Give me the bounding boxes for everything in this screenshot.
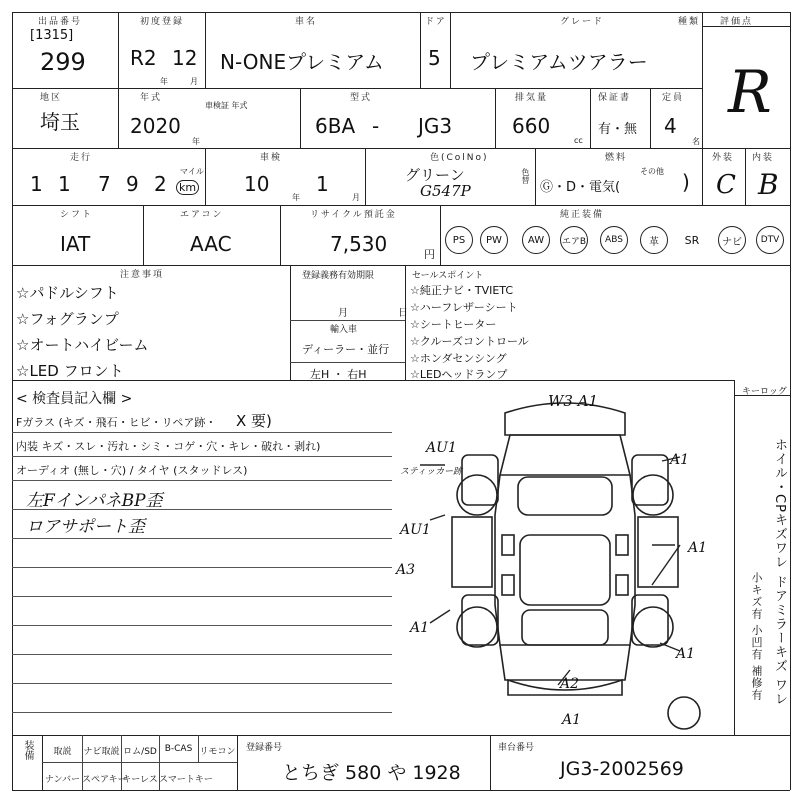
option-cell: ロム/SD bbox=[123, 747, 157, 757]
option-cell: B-CAS bbox=[164, 744, 193, 754]
keylog-mirror: ドアミラーキズ ワレ bbox=[772, 575, 787, 707]
option-cell: ナンバー bbox=[45, 775, 80, 785]
equip-aw: AW bbox=[522, 226, 550, 254]
score-caption-line bbox=[702, 26, 790, 27]
area: 埼玉 bbox=[40, 110, 80, 134]
note-item: ☆オートハイビーム bbox=[16, 336, 149, 354]
lot-caption: 出品番号 bbox=[38, 17, 83, 27]
row3-bottom-line bbox=[12, 205, 790, 206]
col-line bbox=[143, 205, 144, 265]
color-name: グリーン bbox=[405, 166, 465, 184]
glass-line: Fガラス (キズ・飛石・ヒビ・リペア跡・ bbox=[16, 416, 217, 429]
col-line bbox=[205, 12, 206, 88]
tax-caption: 車検 bbox=[260, 153, 283, 163]
col-line bbox=[650, 88, 651, 148]
doors: 5 bbox=[428, 46, 441, 70]
col-line bbox=[702, 148, 703, 205]
ac: AAC bbox=[190, 232, 232, 256]
year-mark: 年 bbox=[160, 77, 168, 86]
plate-caption: 登録番号 bbox=[246, 743, 283, 753]
mileage-digit: 1 bbox=[30, 172, 43, 196]
row2-bottom-line bbox=[12, 148, 790, 149]
type-dash: - bbox=[372, 114, 380, 138]
col-line bbox=[365, 148, 366, 205]
col-line bbox=[237, 735, 238, 790]
shift-caption: シフト bbox=[60, 210, 94, 220]
option-cell: リモコン bbox=[199, 747, 236, 757]
ruled-line bbox=[12, 432, 392, 433]
fuel-other: その他 bbox=[640, 167, 664, 176]
reg-month-mark: 月 bbox=[338, 308, 348, 319]
yen: 円 bbox=[424, 248, 435, 261]
col-line bbox=[280, 205, 281, 265]
warranty: 有・無 bbox=[598, 122, 638, 137]
chassis-caption: 車台番号 bbox=[498, 743, 535, 753]
option-cell: スペアキー bbox=[82, 775, 127, 785]
score-caption: 評価点 bbox=[720, 17, 754, 27]
col-line bbox=[745, 148, 746, 205]
type-caption: 型式 bbox=[350, 93, 373, 103]
ac-caption: エアコン bbox=[180, 210, 224, 220]
fuel-close: ) bbox=[682, 170, 690, 194]
grade: プレミアムツアラー bbox=[470, 50, 648, 74]
equip-abs: ABS bbox=[600, 226, 628, 254]
ruled-line bbox=[12, 567, 392, 568]
sp-caption: セールスポイント bbox=[412, 271, 484, 281]
hand-note-2: ロアサポート歪 bbox=[26, 517, 145, 537]
col-line bbox=[490, 735, 491, 790]
frame-left bbox=[12, 12, 13, 790]
year-caption: 年式 bbox=[140, 93, 163, 103]
interior: B bbox=[758, 168, 779, 201]
year-mark-2: 年 bbox=[192, 137, 200, 146]
shift: IAT bbox=[60, 232, 91, 256]
sp-item: ☆LEDヘッドランプ bbox=[410, 368, 508, 381]
fuel-caption: 燃料 bbox=[605, 153, 628, 163]
opt-line bbox=[42, 762, 237, 763]
month-mark: 月 bbox=[190, 77, 198, 86]
damage-label: スティッカー跡 bbox=[400, 467, 463, 477]
inspector-caption: < 検査員記入欄 > bbox=[16, 391, 133, 407]
ruled-line bbox=[12, 509, 392, 510]
grade-caption: グレード bbox=[560, 17, 605, 27]
shaken-caption: 車検証 年式 bbox=[205, 101, 248, 110]
kind-caption: 種類 bbox=[678, 17, 701, 27]
note-item: ☆LED フロント bbox=[16, 362, 124, 380]
mileage-digit: 9 bbox=[126, 172, 139, 196]
sp-item: ☆ハーフレザーシート bbox=[410, 301, 518, 314]
keylog-wheel: ホイル・CPキズワレ bbox=[772, 438, 787, 569]
mileage-unit-label: マイル bbox=[180, 167, 204, 176]
import-value: ディーラー・並行 bbox=[302, 343, 390, 356]
interior-caption: 内装 bbox=[752, 153, 775, 163]
import-caption: 輸入車 bbox=[330, 325, 358, 335]
ruled-line bbox=[12, 480, 392, 481]
exterior-caption: 外装 bbox=[712, 153, 735, 163]
displacement: 660 bbox=[512, 114, 551, 138]
sp-item: ☆シートヒーター bbox=[410, 318, 497, 331]
era: R2 bbox=[130, 46, 157, 70]
chassis: JG3-2002569 bbox=[560, 758, 684, 780]
mileage-caption: 走行 bbox=[70, 153, 93, 163]
keylog-caption: キーロッグ bbox=[742, 387, 787, 397]
reg-day-mark: 日 bbox=[398, 308, 408, 319]
keylog-marks: 小キズ有 小凹有 補修有 bbox=[750, 572, 763, 701]
col-line bbox=[590, 88, 591, 148]
damage-label: A1 bbox=[670, 452, 690, 468]
ruled-line bbox=[12, 683, 392, 684]
shaken-year: 10 bbox=[244, 172, 270, 196]
doors-caption: ドア bbox=[425, 17, 447, 27]
seats-unit: 名 bbox=[692, 137, 700, 146]
reg-month: 12 bbox=[172, 46, 198, 70]
damage-label: AU1 bbox=[400, 522, 431, 538]
option-cell: ナビ取説 bbox=[83, 747, 120, 757]
reg-line bbox=[290, 362, 405, 363]
sp-item: ☆クルーズコントロール bbox=[410, 335, 529, 348]
recolor-label: 色替 bbox=[521, 168, 530, 184]
note-item: ☆フォグランプ bbox=[16, 310, 119, 328]
sp-item: ☆ホンダセンシング bbox=[410, 352, 507, 365]
col-line bbox=[205, 148, 206, 205]
area-caption: 地区 bbox=[40, 93, 63, 103]
mileage-digit: 1 bbox=[58, 172, 71, 196]
equip-navi: ナビ bbox=[718, 226, 746, 254]
option-cell: スマートキー bbox=[159, 775, 213, 785]
col-line bbox=[300, 88, 301, 148]
note-item: ☆パドルシフト bbox=[16, 284, 119, 302]
shaken-year-mark: 年 bbox=[292, 193, 300, 202]
damage-label: A3 bbox=[396, 562, 416, 578]
option-cell: キーレス bbox=[122, 775, 158, 785]
ruled-line bbox=[12, 456, 392, 457]
interior-line: 内装 キズ・スレ・汚れ・シミ・コゲ・穴・キレ・破れ・剥れ) bbox=[16, 440, 321, 453]
damage-label: A2 bbox=[560, 676, 580, 692]
col-line bbox=[440, 205, 441, 265]
col-line bbox=[405, 265, 406, 380]
ruled-line bbox=[12, 538, 392, 539]
damage-label: AU1 bbox=[426, 440, 457, 456]
col-line bbox=[535, 148, 536, 205]
first-reg-caption: 初度登録 bbox=[140, 17, 185, 27]
seats-caption: 定員 bbox=[662, 93, 685, 103]
glass-mark: X 要) bbox=[236, 412, 272, 430]
ruled-line bbox=[12, 625, 392, 626]
exterior: C bbox=[716, 170, 736, 200]
equip-leather: 革 bbox=[640, 226, 668, 254]
ruled-line bbox=[12, 596, 392, 597]
recycle: 7,530 bbox=[330, 232, 388, 256]
reg-line bbox=[290, 320, 405, 321]
drive-value: 左H ・ 右H bbox=[310, 368, 367, 381]
col-line bbox=[420, 12, 421, 88]
cc: cc bbox=[574, 136, 583, 145]
mileage-unit: km bbox=[176, 180, 199, 195]
type-prefix: 6BA bbox=[315, 114, 356, 138]
keylog-left-line bbox=[734, 380, 735, 735]
option-cell: 取説 bbox=[53, 747, 72, 757]
color-code: G547P bbox=[420, 182, 471, 200]
model-year: 2020 bbox=[130, 114, 181, 138]
frame-bottom bbox=[12, 790, 790, 791]
warranty-caption: 保証書 bbox=[598, 93, 632, 103]
recycle-caption: リサイクル預託金 bbox=[310, 210, 397, 220]
equip-caption: 純正装備 bbox=[560, 210, 605, 220]
shaken-month: 1 bbox=[316, 172, 329, 196]
audio-line: オーディオ (無し・穴) / タイヤ (スタッドレス) bbox=[16, 464, 248, 477]
row1-bottom-line bbox=[12, 88, 702, 89]
type-code: JG3 bbox=[418, 114, 453, 138]
seats: 4 bbox=[664, 114, 677, 138]
damage-label: W3 A1 bbox=[548, 392, 599, 410]
col-line bbox=[495, 88, 496, 148]
fuel-options: Ⓖ・D・電気( bbox=[540, 180, 621, 195]
damage-label: A1 bbox=[688, 540, 708, 556]
notes-caption: 注意事項 bbox=[120, 270, 165, 280]
ruled-line bbox=[12, 712, 392, 713]
col-line bbox=[702, 12, 703, 148]
frame-right bbox=[790, 12, 791, 790]
mileage-digit: 2 bbox=[154, 172, 167, 196]
damage-label: A1 bbox=[562, 712, 582, 728]
model-name: N-ONEプレミアム bbox=[220, 50, 384, 74]
col-line bbox=[450, 12, 451, 88]
lot-sub: [1315] bbox=[30, 28, 74, 43]
equip-ps: PS bbox=[445, 226, 473, 254]
reg-caption: 登録義務有効期限 bbox=[302, 271, 375, 281]
damage-label: A1 bbox=[410, 620, 430, 636]
color-caption: 色(ColNo) bbox=[430, 153, 489, 163]
equip-dtv: DTV bbox=[756, 226, 784, 254]
footer-side-label: 装備 bbox=[22, 740, 33, 760]
col-line bbox=[118, 12, 119, 148]
disp-caption: 排気量 bbox=[515, 93, 549, 103]
equip-sunroof: SR bbox=[684, 233, 700, 247]
footer-top-line bbox=[12, 735, 790, 736]
row4-bottom-line bbox=[12, 265, 790, 266]
frame-top bbox=[12, 12, 790, 13]
sp-item: ☆純正ナビ・TVIETC bbox=[410, 284, 514, 297]
mileage-digit: 7 bbox=[98, 172, 111, 196]
shaken-month-mark: 月 bbox=[352, 193, 360, 202]
ruled-line bbox=[12, 654, 392, 655]
score-value: R bbox=[728, 58, 772, 126]
equip-airbag: エアB bbox=[560, 226, 588, 254]
model-caption: 車名 bbox=[295, 17, 318, 27]
hand-note-1: 左FインパネBP歪 bbox=[26, 491, 163, 511]
damage-label: A1 bbox=[676, 646, 696, 662]
plate: とちぎ 580 や 1928 bbox=[282, 762, 461, 784]
equip-pw: PW bbox=[480, 226, 508, 254]
lot-number: 299 bbox=[40, 48, 86, 76]
